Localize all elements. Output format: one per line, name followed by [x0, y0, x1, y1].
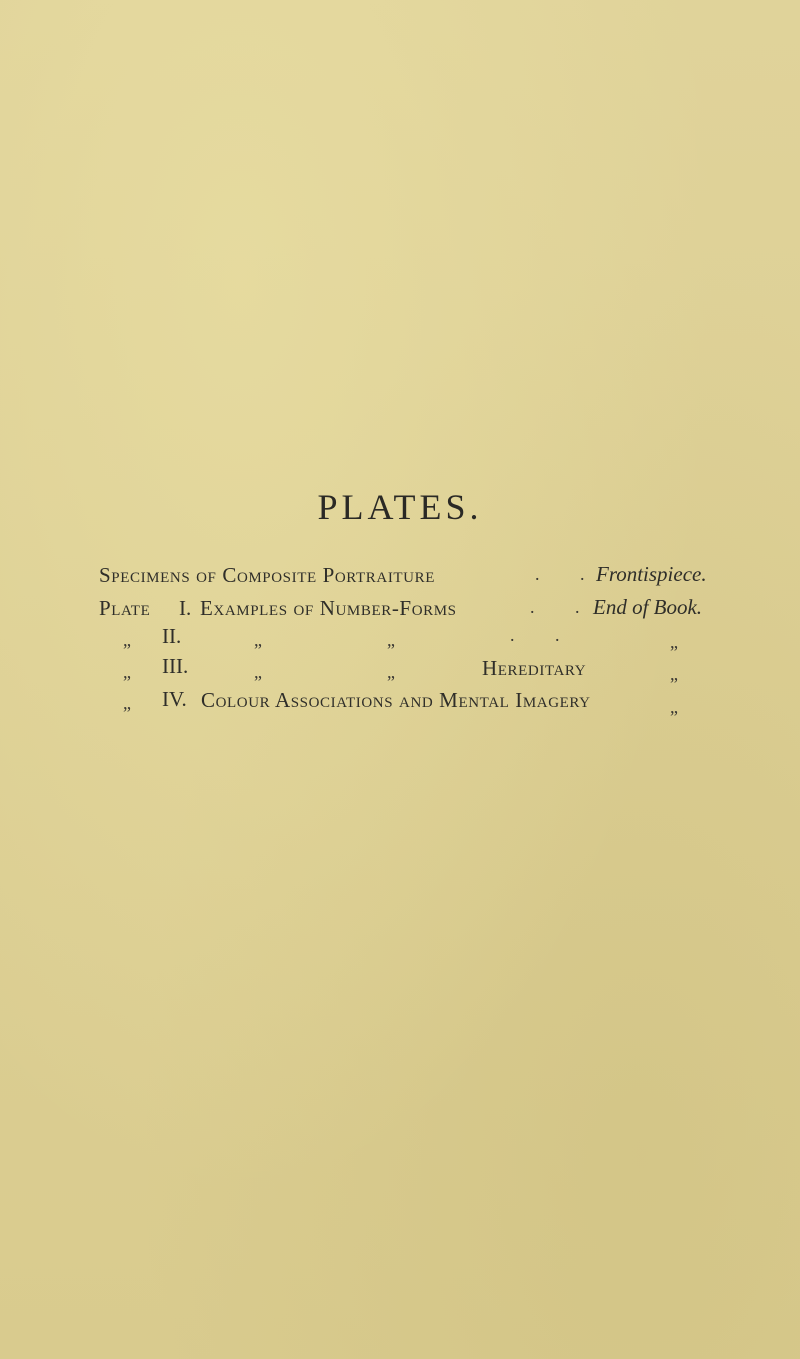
ditto-mark: „ [254, 630, 262, 650]
ditto-mark: „ [387, 630, 395, 650]
dot-leader: . . [510, 625, 578, 645]
ditto-mark: „ [123, 693, 131, 713]
entry-location: Frontispiece. [596, 562, 707, 586]
entry-location: End of Book. [593, 595, 703, 619]
dot-leader: . . [535, 564, 603, 584]
entry-label: Hereditary [482, 656, 587, 680]
page-heading: PLATES. [317, 487, 483, 527]
ditto-mark: „ [670, 697, 678, 717]
plate-number: I. [179, 596, 192, 620]
plate-number: II. [162, 624, 182, 648]
ditto-mark: „ [670, 664, 678, 684]
plate-word: Plate [99, 596, 151, 620]
entry-label: Specimens of Composite Portraiture [99, 563, 435, 587]
ditto-mark: „ [670, 632, 678, 652]
entry-label: Examples of Number-Forms [200, 596, 457, 620]
plate-number: III. [162, 654, 189, 678]
ditto-mark: „ [387, 662, 395, 682]
ditto-mark: „ [254, 662, 262, 682]
plate-number: IV. [162, 687, 187, 711]
dot-leader: . . [530, 597, 598, 617]
entry-label: Colour Associations and Mental Imagery [201, 688, 591, 712]
ditto-mark: „ [123, 630, 131, 650]
ditto-mark: „ [123, 662, 131, 682]
